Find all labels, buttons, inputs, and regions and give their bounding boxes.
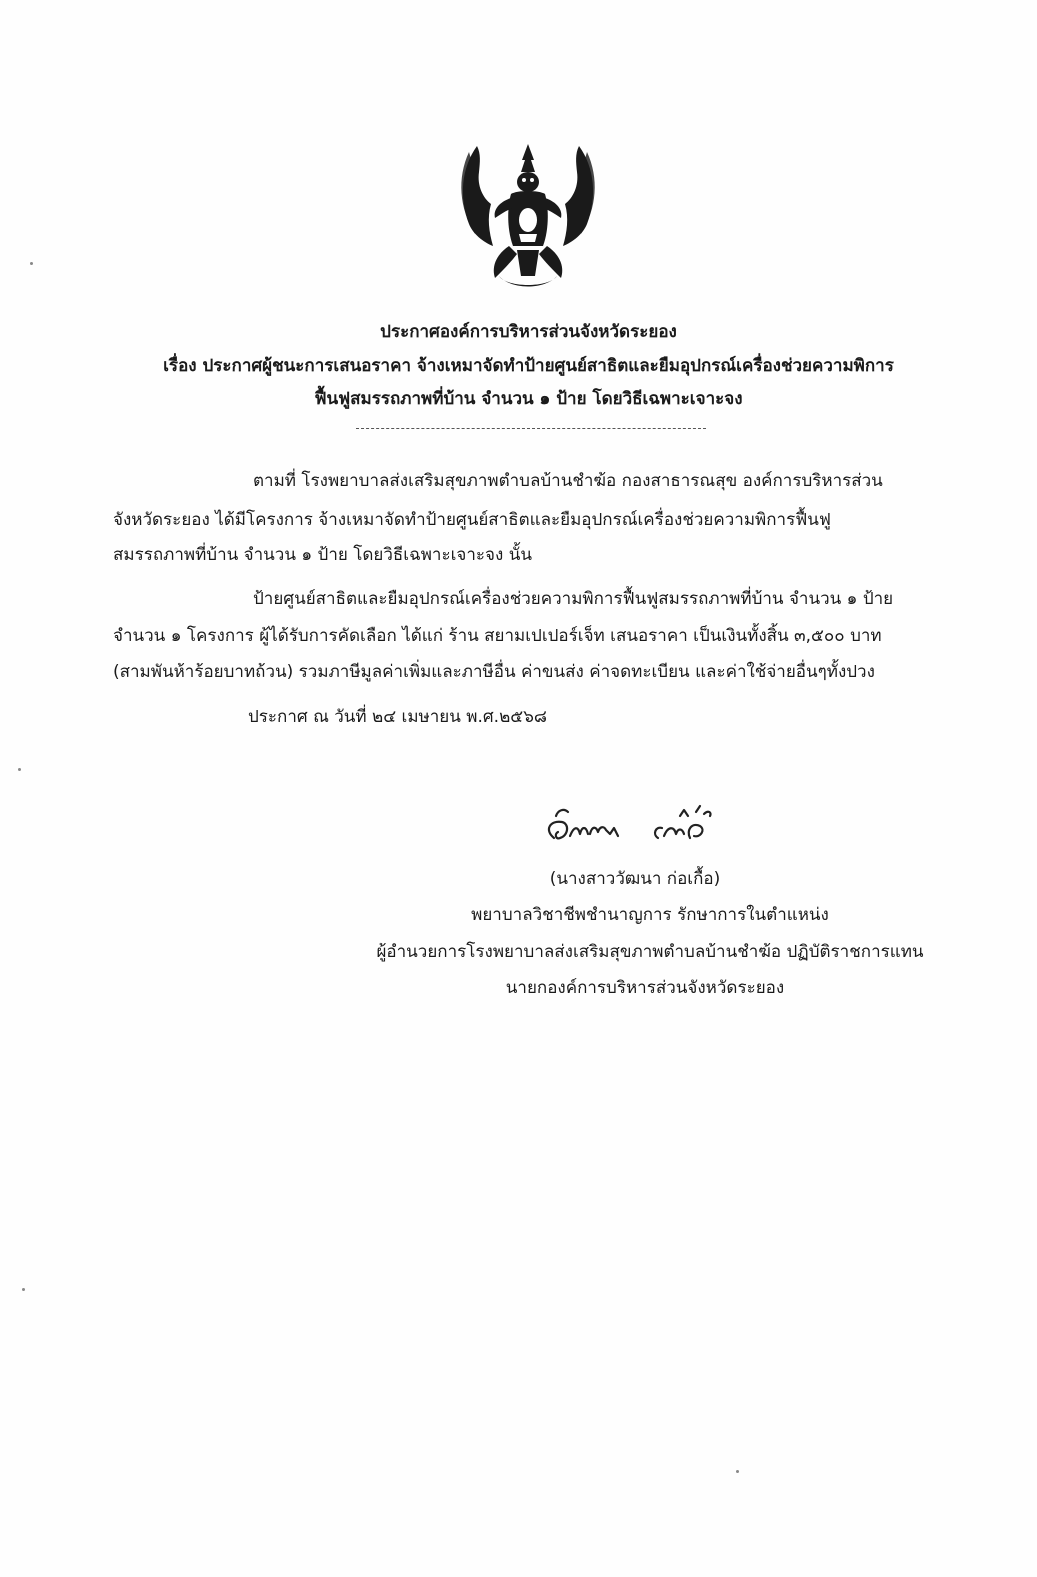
announcement-title: ประกาศองค์การบริหารส่วนจังหวัดระยอง bbox=[380, 322, 677, 342]
signatory-position-3: นายกองค์การบริหารส่วนจังหวัดระยอง bbox=[505, 978, 785, 998]
paragraph-2-line-2: จำนวน ๑ โครงการ ผู้ได้รับการคัดเลือก ได้แก่ ร้าน สยามเปเปอร์เจ็ท เสนอราคา เป็นเงินทั้งสิ้น ๓,๕๐๐ บาท bbox=[113, 626, 882, 646]
signatory-position-2: ผู้อำนวยการโรงพยาบาลส่งเสริมสุขภาพตำบลบ้านชำฆ้อ ปฏิบัติราชการแทน bbox=[376, 942, 924, 962]
paragraph-2-line-1: ป้ายศูนย์สาธิตและยืมอุปกรณ์เครื่องช่วยความพิการฟื้นฟูสมรรถภาพที่บ้าน จำนวน ๑ ป้าย bbox=[253, 589, 894, 609]
subject-line-1: เรื่อง ประกาศผู้ชนะการเสนอราคา จ้างเหมาจัดทำป้ายศูนย์สาธิตและยืมอุปกรณ์เครื่องช่วยความพิการ bbox=[163, 356, 894, 376]
paragraph-1-line-2: จังหวัดระยอง ได้มีโครงการ จ้างเหมาจัดทำป้ายศูนย์สาธิตและยืมอุปกรณ์เครื่องช่วยความพิการฟื้นฟู bbox=[113, 510, 831, 530]
title-divider bbox=[356, 428, 706, 429]
handwritten-signature bbox=[540, 800, 730, 855]
scan-speck bbox=[18, 768, 21, 771]
subject-line-2: ฟื้นฟูสมรรถภาพที่บ้าน จำนวน ๑ ป้าย โดยวิธีเฉพาะเจาะจง bbox=[314, 389, 743, 409]
paragraph-1-line-3: สมรรถภาพที่บ้าน จำนวน ๑ ป้าย โดยวิธีเฉพาะเจาะจง นั้น bbox=[113, 545, 532, 565]
scan-speck bbox=[22, 1288, 25, 1291]
garuda-emblem-icon bbox=[455, 138, 601, 298]
announcement-date: ประกาศ ณ วันที่ ๒๔ เมษายน พ.ศ.๒๕๖๘ bbox=[248, 707, 548, 727]
scan-speck bbox=[736, 1470, 739, 1473]
scan-speck bbox=[30, 262, 33, 265]
paragraph-1-line-1: ตามที่ โรงพยาบาลส่งเสริมสุขภาพตำบลบ้านชำฆ้อ กองสาธารณสุข องค์การบริหารส่วน bbox=[253, 471, 883, 491]
signatory-position-1: พยาบาลวิชาชีพชำนาญการ รักษาการในตำแหน่ง bbox=[471, 905, 829, 925]
signatory-name: (นางสาววัฒนา ก่อเกื้อ) bbox=[549, 869, 721, 889]
paragraph-2-line-3: (สามพันห้าร้อยบาทถ้วน) รวมภาษีมูลค่าเพิ่มและภาษีอื่น ค่าขนส่ง ค่าจดทะเบียน และค่าใช้จ่ายอื่นๆทั้งปวง bbox=[113, 662, 875, 682]
